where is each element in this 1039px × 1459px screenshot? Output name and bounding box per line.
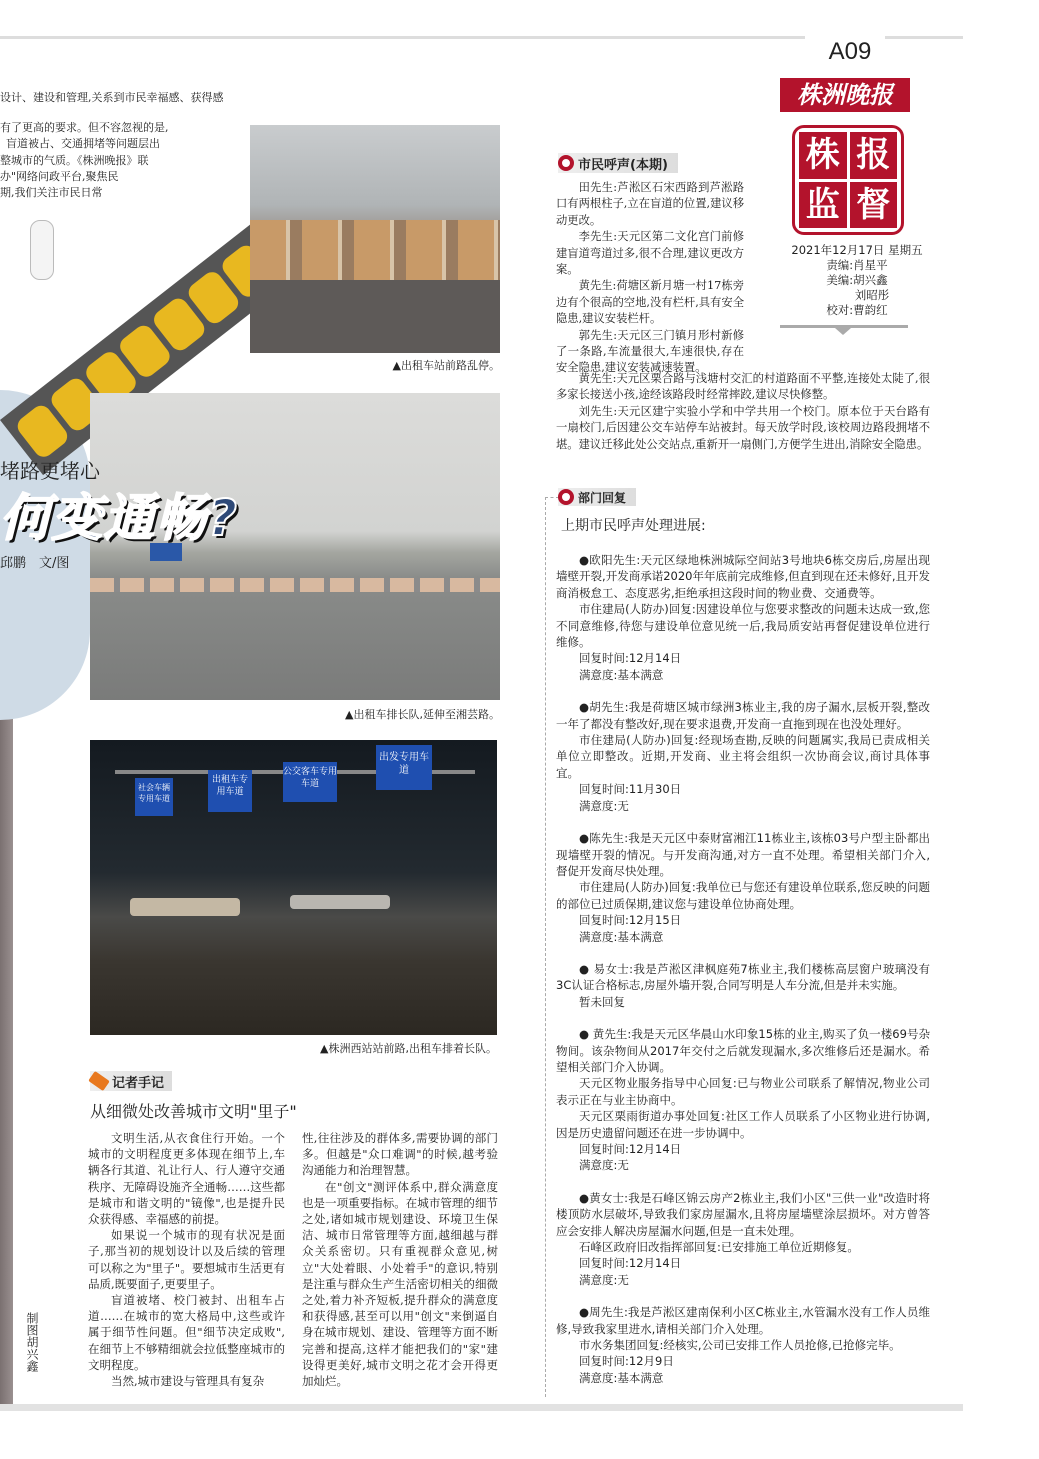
ring-icon: [558, 489, 574, 505]
white-car-icon: [30, 220, 54, 280]
editor: 责编:肖星平: [826, 258, 888, 272]
road-sign-1: 社会车辆专用车道: [135, 778, 173, 816]
reply-entry: ●胡先生:我是荷塘区城市绿洲3栋业主,我的房子漏水,层板开裂,整改一年了都没有整改好,现在要求退费,开发商一直拖到现在也没处理好。 市住建局(人防办)回复:经现场查勘,反映的问题属实,我局已责成相关单位立即整改。近期,开发商、业主将会组织一次协商会议,商讨具体事宜。 回复时间:11月30日 满意度:无: [556, 700, 930, 813]
graphic-credit: 制图胡兴鑫: [25, 1312, 39, 1372]
road-sign-2: 出租车专用车道: [208, 770, 252, 812]
reply-entry: ●周先生:我是芦淞区建南保利小区C栋业主,水管漏水没有工作人员维修,导致我家里进水,请相关部门介入处理。 市水务集团回复:经核实,公司已安排工作人员抢修,已抢修完毕。 回复时间:12月9日 满意度:基本满意: [556, 1305, 930, 1385]
photo-taxi-station-parking: [250, 125, 500, 353]
page-number: A09: [828, 38, 872, 65]
ring-icon: [558, 155, 574, 171]
reply-entry: ● 易女士:我是芦淞区津枫庭苑7栋业主,我们楼栋高层窗户玻璃没有3C认证合格标志,房屋外墙开裂,合同写明是人车分流,但是并未实施。 暂未回复: [556, 961, 930, 1009]
notes-label: 记者手记: [90, 1071, 172, 1091]
reply-entry: ●欧阳先生:天元区绿地株洲城际空间站3号地块6栋交房后,房屋出现墙壁开裂,开发商承诺2020年年底前完成维修,但直到现在还未修好,且开发商消极怠工、态度恶劣,拒绝承担这段时间的物业费、交通费等。 市住建局(人防办)回复:因建设单位与您要求整改的问题未达成一致,您不同意维修,待您与建设单位意见统一后,我局质安站再督促建设单位进行维修。 回复时间:12月14日 满意度:基本满意: [556, 553, 930, 682]
issue-date: 2021年12月17日 星期五: [791, 243, 923, 257]
voices-narrow: 田先生:芦淞区石宋西路到芦淞路口有两根柱子,立在盲道的位置,建议移动更改。 李先生:天元区第二文化宫门前修建盲道弯道过多,很不合理,建议更改方案。 黄先生:荷塘区新月塘一村17栋旁边有个很高的空地,没有栏杆,具有安全隐患,建议安装栏杆。 郭先生:天元区三门镇月形村新修了一条路,车流量很大,车速很快,存在安全隐患,建议安装减速装置。: [556, 181, 744, 375]
headline-kicker: 堵路更堵心: [0, 459, 100, 483]
notes-title: 从细微处改善城市文明"里子": [90, 1102, 297, 1121]
headline-byline: 邱鹏 文/图: [0, 556, 70, 571]
bottom-rule: [0, 1404, 963, 1411]
caption-1: ▲出租车站前路乱停。: [392, 359, 500, 372]
notes-col-2: 性,往往涉及的群体多,需要协调的部门多。但越是"众口难调"的时候,越考验沟通能力和治理智慧。 在"创文"测评体系中,群众满意度也是一项重要指标。在城市管理的细节之处,诸如城市规划建设、环境卫生保洁、城市日常管理等方面,越细越与群众关系密切。只有重视群众意见,树立"大处着眼、小处着手"的意识,特别是注重与群众生产生活密切相关的细微之处,着力补齐短板,提升群众的满意度和获得感,甚至可以用"创文"来倒逼自身在城市规划、建设、管理等方面不断完善和提高,这样才能把我们的"家"建设得更美好,城市文明之花才会开得更加灿烂。: [302, 1131, 498, 1389]
reply-entry: ●陈先生:我是天元区中泰财富湘江11栋业主,该栋03号户型主卧都出现墙壁开裂的情况。与开发商沟通,对方一直不处理。希望相关部门介入,督促开发商尽快处理。 市住建局(人防办)回复:我单位已与您还有建设单位联系,您反映的问题的部位已过质保期,建议您与建设单位协商处理。 回复时间:12月15日 满意度:基本满意: [556, 831, 930, 944]
art-editor-2: 刘昭彤: [854, 288, 890, 302]
intro-text: 设计、建设和管理,关系到市民幸福感、获得感 有了更高的要求。但不容忽视的是, 盲道被占、交通拥堵等问题层出 整城市的气质。《株洲晚报》联 办"网络问政平台,聚焦民 期,我们关注市民日常: [0, 91, 224, 200]
road-sign-3: 公交客车专用车道: [283, 762, 337, 802]
seal-logo: 株 报 监 督: [792, 125, 904, 235]
replies-list: [556, 552, 930, 1402]
art-editor: 美编:胡兴鑫: [826, 273, 888, 287]
divider-notch-arrow: [835, 328, 851, 335]
edition-info: [772, 243, 942, 318]
caption-2: ▲出租车排长队,延伸至湘芸路。: [345, 708, 500, 721]
reply-entry: ● 黄先生:我是天元区华晨山水印象15栋的业主,购买了负一楼69号杂物间。该杂物间从2017年交付之后就发现漏水,多次维修后还是漏水。希望相关部门介入协调。 天元区物业服务指导中心回复:已与物业公司联系了解情况,物业公司表示正在与业主协商中。 天元区栗雨街道办事处回复:社区工作人员联系了小区物业进行协调,因是历史遗留问题还在进一步协调中。 回复时间:12月14日 满意度:无: [556, 1027, 930, 1173]
replies-header: 部门回复: [558, 488, 636, 506]
top-rule: [0, 36, 805, 39]
road-sign-4: 出发专用车道: [376, 745, 432, 790]
replies-border: [545, 497, 546, 1397]
notes-col-1: 文明生活,从衣食住行开始。一个城市的文明程度更多体现在细节上,车辆各行其道、礼让行人、行人遵守交通秩序、无障碍设施齐全通畅……这些都是城市和谐文明的"镜像",也是提升民众获得感、幸福感的前提。 如果说一个城市的现有状况是面子,那当初的规划设计以及后续的管理可以称之为"里子"。要想城市生活更有品质,既要面子,更要里子。 盲道被堵、校门被封、出租车占道……在城市的宽大格局中,这些或许属于细节性问题。但"细节决定成败",在细节上不够精细就会拉低整座城市的文明程度。 当然,城市建设与管理具有复杂: [88, 1131, 285, 1389]
replies-subtitle: 上期市民呼声处理进展:: [561, 518, 706, 534]
replies-border-top: [545, 497, 559, 498]
top-rule-right: [885, 36, 963, 39]
caption-3: ▲株洲西站站前路,出租车排着长队。: [320, 1042, 497, 1055]
photo-night-station-road: [90, 740, 497, 1035]
voices-header: 市民呼声(本期): [558, 153, 678, 173]
pencil-icon: [88, 1071, 110, 1091]
headline-main: 何变通畅?: [0, 489, 240, 547]
paper-logo: 株洲晚报: [780, 78, 910, 112]
proofreader: 校对:曹韵红: [826, 303, 888, 317]
voices-wide: 黄先生:天元区栗合路与浅塘村交汇的村道路面不平整,连接处太陡了,很多家长接送小孩,途经该路段时经常摔跤,建议尽快修整。 刘先生:天元区建宁实验小学和中学共用一个校门。原本位于天台路有一扇校门,后因建公交车站停车站被封。每天放学时段,该校周边路段拥堵不堪。建议迁移此处公交站点,重新开一扇侧门,方便学生进出,消除安全隐患。: [556, 372, 930, 451]
reply-entry: ●黄女士:我是石峰区锦云房产2栋业主,我们小区"三供一业"改造时将楼顶防水层破坏,导致我们家房屋漏水,且将房屋墙壁涂层损坏。对方曾答应会安排人解决房屋漏水问题,但是一直未处理。 石峰区政府旧改指挥部回复:已安排施工单位近期修复。 回复时间:12月14日 满意度:无: [556, 1190, 930, 1287]
